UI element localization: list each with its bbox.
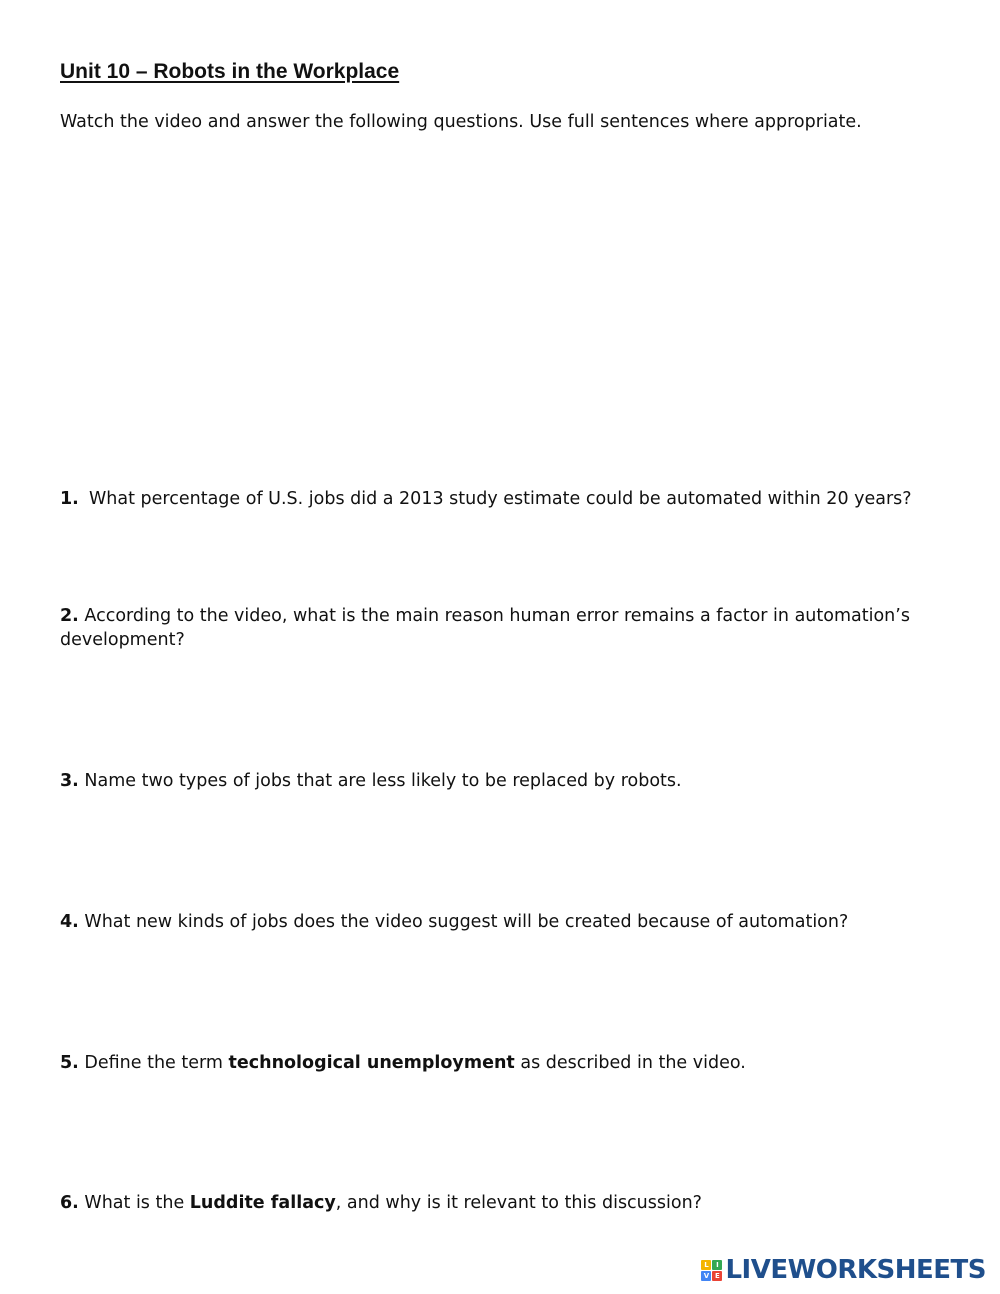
question-1 <box>60 487 940 511</box>
question-number: 1. <box>60 489 79 509</box>
question-text-post: as described in the video. <box>514 1053 746 1073</box>
question-number: 3. <box>60 771 79 791</box>
logo-letter-l: L <box>701 1260 711 1270</box>
question-number: 6. <box>60 1193 79 1213</box>
logo-letter-e: E <box>712 1271 722 1281</box>
question-2 <box>60 604 940 652</box>
instructions: Watch the video and answer the following questions. Use full sentences where appropriate. <box>60 112 862 132</box>
question-text: What new kinds of jobs does the video suggest will be created because of automation? <box>84 912 849 932</box>
question-text: According to the video, what is the main reason human error remains a factor in automation’s development? <box>60 606 910 650</box>
question-number: 4. <box>60 912 79 932</box>
logo-letter-v: V <box>701 1271 711 1281</box>
question-text-post: , and why is it relevant to this discussion? <box>335 1193 702 1213</box>
question-4 <box>60 910 940 934</box>
key-term: technological unemployment <box>228 1053 515 1073</box>
page-title: Unit 10 – Robots in the Workplace <box>60 60 400 83</box>
question-6 <box>60 1191 940 1215</box>
liveworksheets-brand <box>701 1255 986 1285</box>
liveworksheets-logo-icon <box>701 1260 722 1281</box>
question-text: What percentage of U.S. jobs did a 2013 study estimate could be automated within 20 years? <box>89 489 912 509</box>
question-text: Name two types of jobs that are less likely to be replaced by robots. <box>84 771 682 791</box>
brand-name: LIVEWORKSHEETS <box>725 1255 986 1285</box>
key-term: Luddite fallacy <box>189 1193 336 1213</box>
question-5 <box>60 1051 940 1075</box>
question-number: 5. <box>60 1053 79 1073</box>
question-text-pre: Define the term <box>84 1053 229 1073</box>
logo-letter-i: I <box>712 1260 722 1270</box>
question-3 <box>60 769 940 793</box>
question-text-pre: What is the <box>84 1193 190 1213</box>
question-number: 2. <box>60 606 79 626</box>
